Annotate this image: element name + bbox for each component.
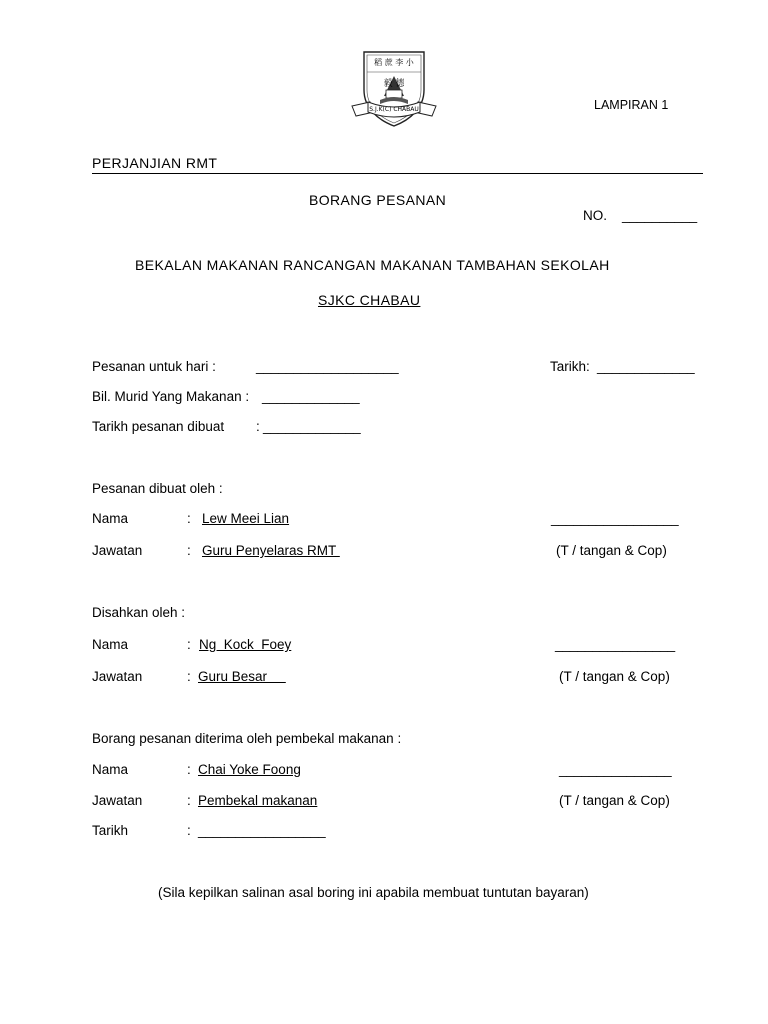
header-divider [92,173,703,174]
tarikh-dibuat-blank: _____________ [263,419,361,434]
s1-nama-colon: : [187,511,191,526]
school-logo [350,46,438,130]
s2-signature-note: (T / tangan & Cop) [559,669,670,684]
s3-nama-colon: : [187,762,191,777]
document-title: BEKALAN MAKANAN RANCANGAN MAKANAN TAMBAHAN SEKOLAH [135,257,610,273]
school-name: SJKC CHABAU [318,292,421,308]
s3-jawatan-label: Jawatan [92,793,143,808]
s2-signature-blank: ________________ [555,637,676,652]
hari-blank: ___________________ [256,359,399,374]
s1-jawatan-colon: : [187,543,191,558]
s3-tarikh-colon: : [187,823,191,838]
tarikh-label: Tarikh: [550,359,590,374]
no-blank: __________ [622,208,698,223]
lampiran-label: LAMPIRAN 1 [594,98,669,112]
pesanan-dibuat-heading: Pesanan dibuat oleh : [92,481,223,496]
s2-jawatan-label: Jawatan [92,669,143,684]
perjanjian-title: PERJANJIAN RMT [92,155,218,171]
s2-nama-colon: : [187,637,191,652]
footer-note: (Sila kepilkan salinan asal boring ini apabila membuat tuntutan bayaran) [158,885,589,900]
logo-chinese-mid: 毅 德 [383,79,405,89]
s2-nama-label: Nama [92,637,129,652]
s1-nama-label: Nama [92,511,129,526]
no-label: NO. [583,208,608,223]
s3-signature-blank: _______________ [559,762,672,777]
s3-jawatan-value: Pembekal makanan [198,793,318,808]
disahkan-heading: Disahkan oleh : [92,605,186,620]
s3-signature-note: (T / tangan & Cop) [559,793,670,808]
bil-murid-label: Bil. Murid Yang Makanan : [92,389,250,404]
s3-nama-value: Chai Yoke Foong [198,762,301,777]
s3-tarikh-blank: _________________ [198,823,326,838]
s3-jawatan-colon: : [187,793,191,808]
tarikh-blank: _____________ [597,359,695,374]
borang-title: BORANG PESANAN [309,192,447,208]
s1-signature-blank: _________________ [551,511,679,526]
diterima-heading: Borang pesanan diterima oleh pembekal makanan : [92,731,402,746]
school-crest-icon [350,46,438,130]
s2-jawatan-colon: : [187,669,191,684]
s2-nama-value: Ng Kock Foey [199,637,292,652]
s3-nama-label: Nama [92,762,129,777]
s2-jawatan-value: Guru Besar [198,669,286,684]
logo-banner-text: S.J.K(C) CHABAU [369,106,419,113]
s1-jawatan-label: Jawatan [92,543,143,558]
tarikh-dibuat-label: Tarikh pesanan dibuat [92,419,225,434]
s1-jawatan-value: Guru Penyelaras RMT [202,543,340,558]
tarikh-dibuat-colon: : [256,419,260,434]
hari-label: Pesanan untuk hari : [92,359,216,374]
s1-nama-value: Lew Meei Lian [202,511,290,526]
s1-signature-note: (T / tangan & Cop) [556,543,667,558]
s3-tarikh-label: Tarikh [92,823,129,838]
logo-chinese-top: 稻 蔗 李 小 [374,58,414,67]
bil-murid-blank: _____________ [262,389,360,404]
